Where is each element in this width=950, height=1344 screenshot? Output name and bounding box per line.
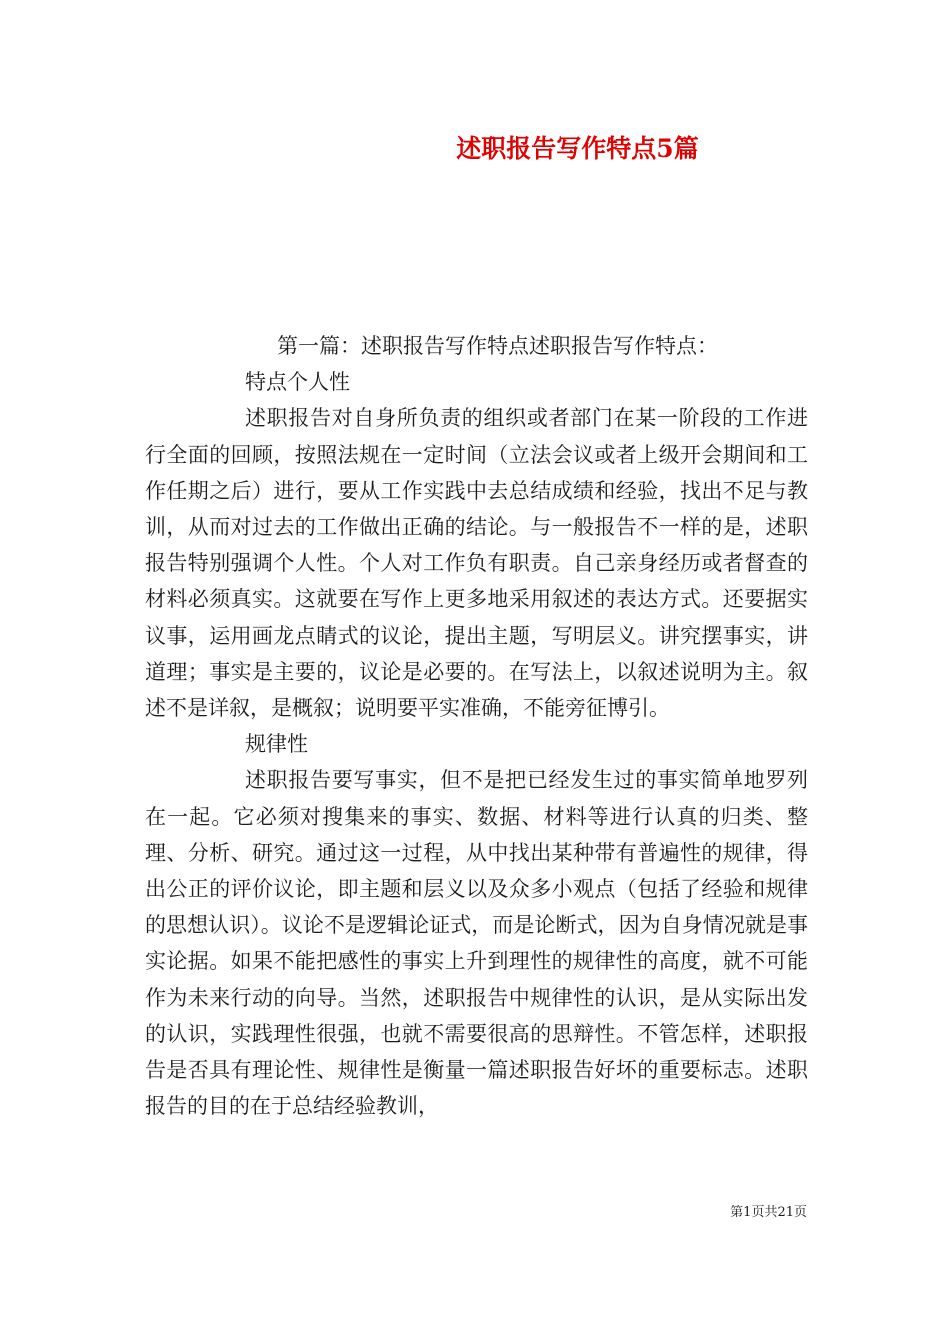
section-heading: 第一篇：述职报告写作特点述职报告写作特点： (277, 334, 718, 358)
body-paragraph: 述职报告对自身所负责的组织或者部门在某一阶段的工作进行全面的回顾，按照法规在一定时间（立法会议或者上级开会期间和工作任期之后）进行，要从工作实践中去总结成绩和经验，找出不足与教训，从而对过去的工作做出正确的结论。与一般报告不一样的是，述职报告特别强调个人性。个人对工作负有职责。自己亲身经历或者督查的材料必须真实。这就要在写作上更多地采用叙述的表达方式。还要据实议事，运用画龙点睛式的议论，提出主题，写明层义。讲究摆事实，讲道理；事实是主要的，议论是必要的。在写法上，以叙述说明为主。叙述不是详叙，是概叙；说明要平实准确，不能旁征博引。 (145, 406, 808, 721)
subheading: 特点个人性 (245, 370, 350, 395)
body-paragraph: 述职报告要写事实，但不是把已经发生过的事实简单地罗列在一起。它必须对搜集来的事实、数据、材料等进行认真的归类、整理、分析、研究。通过这一过程，从中找出某种带有普遍性的规律，得出公正的评价议论，即主题和层义以及众多小观点（包括了经验和规律的思想认识）。议论不是逻辑论证式，而是论断式，因为自身情况就是事实论据。如果不能把感性的事实上升到理性的规律性的高度，就不可能作为未来行动的向导。当然，述职报告中规律性的认识，是从实际出发的认识，实践理性很强，也就不需要很高的思辩性。不管怎样，述职报告是否具有理论性、规律性是衡量一篇述职报告好坏的重要标志。述职报告的目的在于总结经验教训， (145, 768, 808, 1119)
subheading: 规律性 (245, 732, 308, 757)
document-title: 述职报告写作特点5篇 (456, 134, 699, 163)
page-number: 第1页共21页 (730, 1205, 807, 1220)
document-body (145, 328, 808, 1124)
